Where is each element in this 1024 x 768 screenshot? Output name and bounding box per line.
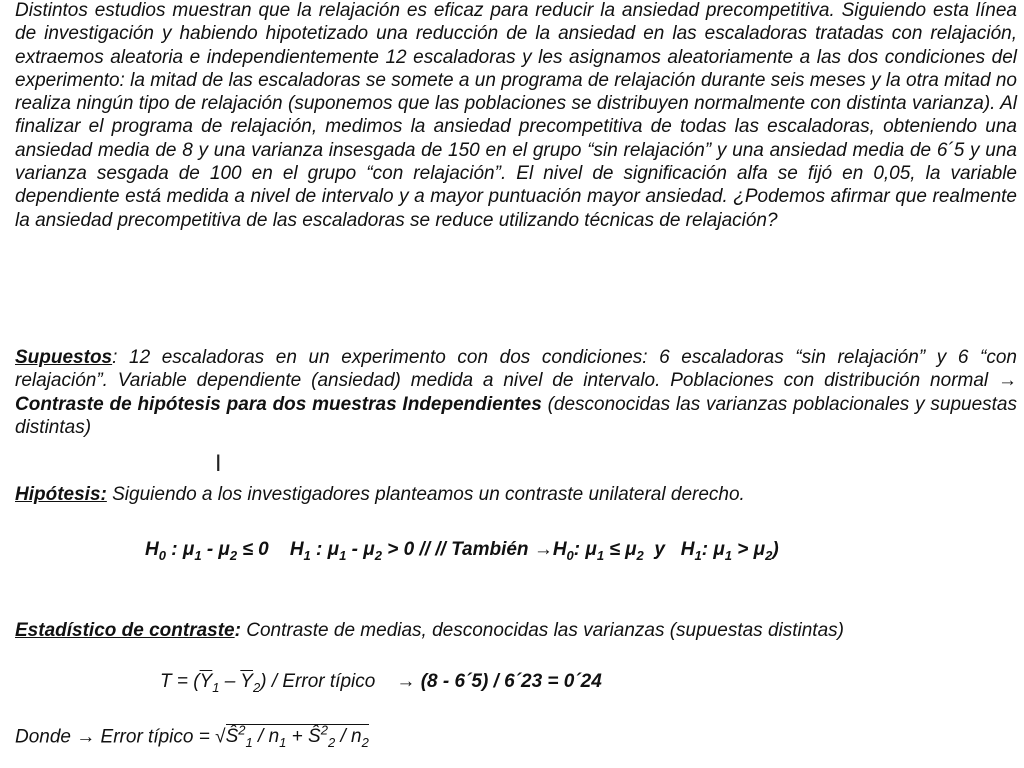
div2: / n: [335, 726, 362, 748]
h0-mu1-sub: 1: [194, 547, 202, 563]
hipotesis-paragraph: [15, 483, 1017, 506]
estadistico-label: Estadístico de contraste: [15, 620, 235, 641]
intro-paragraph: [15, 0, 1017, 232]
h1-symbol: H: [289, 539, 304, 560]
alt-h0-symbol: H: [552, 539, 567, 560]
alt-h1-relation: > μ: [732, 539, 766, 560]
formula-y1-sub: 1: [212, 679, 220, 695]
formula-y2: $\overline{Y}$: [240, 671, 253, 692]
hipotesis-text: Siguiendo a los investigadores planteamos un contraste unilateral derecho.: [106, 484, 745, 505]
h0-sub: 0: [158, 547, 166, 563]
formula-result: (8 - 6´5) / 6´23 = 0´24: [415, 671, 602, 692]
alt-h1-sub: 1: [694, 547, 702, 563]
alt-close-paren: ): [772, 539, 779, 560]
estadistico-text: Contraste de medias, desconocidas las varianzas (supuestas distintas): [240, 620, 844, 641]
h1-mu2-sub: 2: [374, 547, 382, 563]
h1-minus-mu: - μ: [346, 539, 375, 560]
formula-t-eq: T = (: [160, 671, 200, 692]
supuestos-text-before: : 12 escaladoras en un experimento con dos condiciones: 6 escaladoras “sin relajación” y 6 “con relajación”. Variable dependiente (ansiedad) medida a nivel de intervalo. Poblaciones con distribución normal: [15, 347, 1017, 392]
alt-h1-mu: : μ: [701, 539, 725, 560]
h0-relation: ≤ 0: [237, 539, 269, 560]
donde-line: [15, 723, 369, 750]
sqrt-icon: √: [215, 726, 226, 748]
n2-sub: 2: [361, 735, 369, 751]
h1-relation: > 0 // // También: [381, 539, 534, 560]
estadistico-colon: :: [234, 620, 241, 641]
intro-text: Distintos estudios muestran que la relajación es eficaz para reducir la ansiedad precompetitiva. Siguiendo esta línea de investigación y habiendo hipotetizado una reducción de la ansiedad en las escaladoras tratadas con relajación, extraemos aleatoria e independientemente 12 escaladoras y les asignamos aleatoriamente a las dos condiciones del experimento: la mitad de las escaladoras se somete a un programa de relajación durante seis meses y la otra mitad no realiza ningún tipo de relajación (suponemos que las poblaciones se distribuyen normalmente con distinta varianza). Al finalizar el programa de relajación, medimos la ansiedad precompetitiva de todas las escaladoras, obteniendo una ansiedad media de 8 y una varianza insesgada de 150 en el grupo “sin relajación” y una ansiedad media de 6´5 y una varianza sesgada de 100 en el grupo “con relajación”. El nivel de significación alfa se fijó en 0,05, la variable dependiente está medida a nivel de intervalo y a mayor puntuación mayor ansiedad. ¿Podemos afirmar que realmente la ansiedad precompetitiva de las escaladoras se reduce utilizando técnicas de relajación?: [15, 0, 1017, 231]
donde-label: Error típico =: [95, 726, 216, 748]
donde-prefix: Donde: [15, 726, 77, 748]
alt-h0-mu1-sub: 1: [596, 547, 605, 563]
arrow-right-icon: →: [396, 671, 416, 692]
s1-symbol: Ŝ: [225, 726, 239, 748]
h0-minus-mu: - μ: [201, 539, 230, 560]
formula-y2-sub: 2: [252, 679, 261, 695]
h0-symbol: H: [145, 539, 159, 560]
alt-h1-symbol: H: [680, 539, 695, 560]
sqrt-radicand: [225, 723, 369, 751]
s1-sup: 2: [238, 723, 246, 738]
estadistico-paragraph: [15, 619, 1017, 642]
s2-sup: 2: [320, 723, 328, 738]
alt-h0-mu: : μ: [573, 539, 597, 560]
formula-y1: $\overline{Y}$: [199, 671, 213, 692]
alt-h0-relation: ≤ μ: [604, 539, 637, 560]
arrow-right-icon: →: [76, 726, 96, 748]
supuestos-text-after: (desconocidas las varianzas poblacionales y supuestas distintas): [15, 393, 1018, 438]
text-cursor-icon: I: [215, 452, 222, 477]
supuestos-label: Supuestos: [15, 347, 113, 368]
formula-line: [160, 671, 602, 695]
hipotesis-label: Hipótesis:: [15, 484, 107, 505]
s2-symbol: Ŝ: [308, 726, 321, 748]
s1-sub: 1: [245, 735, 253, 751]
alt-h1-mu2-sub: 2: [765, 547, 773, 563]
formula-tail: ) / Error típico: [260, 671, 397, 692]
s2-sub: 2: [327, 735, 336, 751]
alt-h0-mu2-sub: 2: [636, 547, 644, 563]
h0-mu2-sub: 2: [229, 547, 238, 563]
supuestos-paragraph: [15, 346, 1017, 439]
supuestos-bold-text: Contraste de hipótesis para dos muestras Independientes: [15, 393, 542, 415]
h1-mu1-sub: 1: [339, 547, 347, 563]
h1-mu: : μ: [310, 539, 340, 560]
hypotheses-line: [145, 539, 779, 563]
h1-sub: 1: [303, 547, 311, 563]
div1: / n: [252, 726, 280, 748]
plus: +: [286, 726, 309, 748]
alt-h0-sub: 0: [566, 547, 574, 563]
n1-sub: 1: [279, 735, 287, 751]
alt-h1-mu1-sub: 1: [724, 547, 733, 563]
formula-minus: –: [219, 671, 241, 692]
h0-mu: : μ: [165, 539, 195, 560]
arrow-right-icon: →: [533, 539, 553, 560]
arrow-right-icon: →: [998, 370, 1017, 392]
alt-y: y: [643, 539, 681, 560]
